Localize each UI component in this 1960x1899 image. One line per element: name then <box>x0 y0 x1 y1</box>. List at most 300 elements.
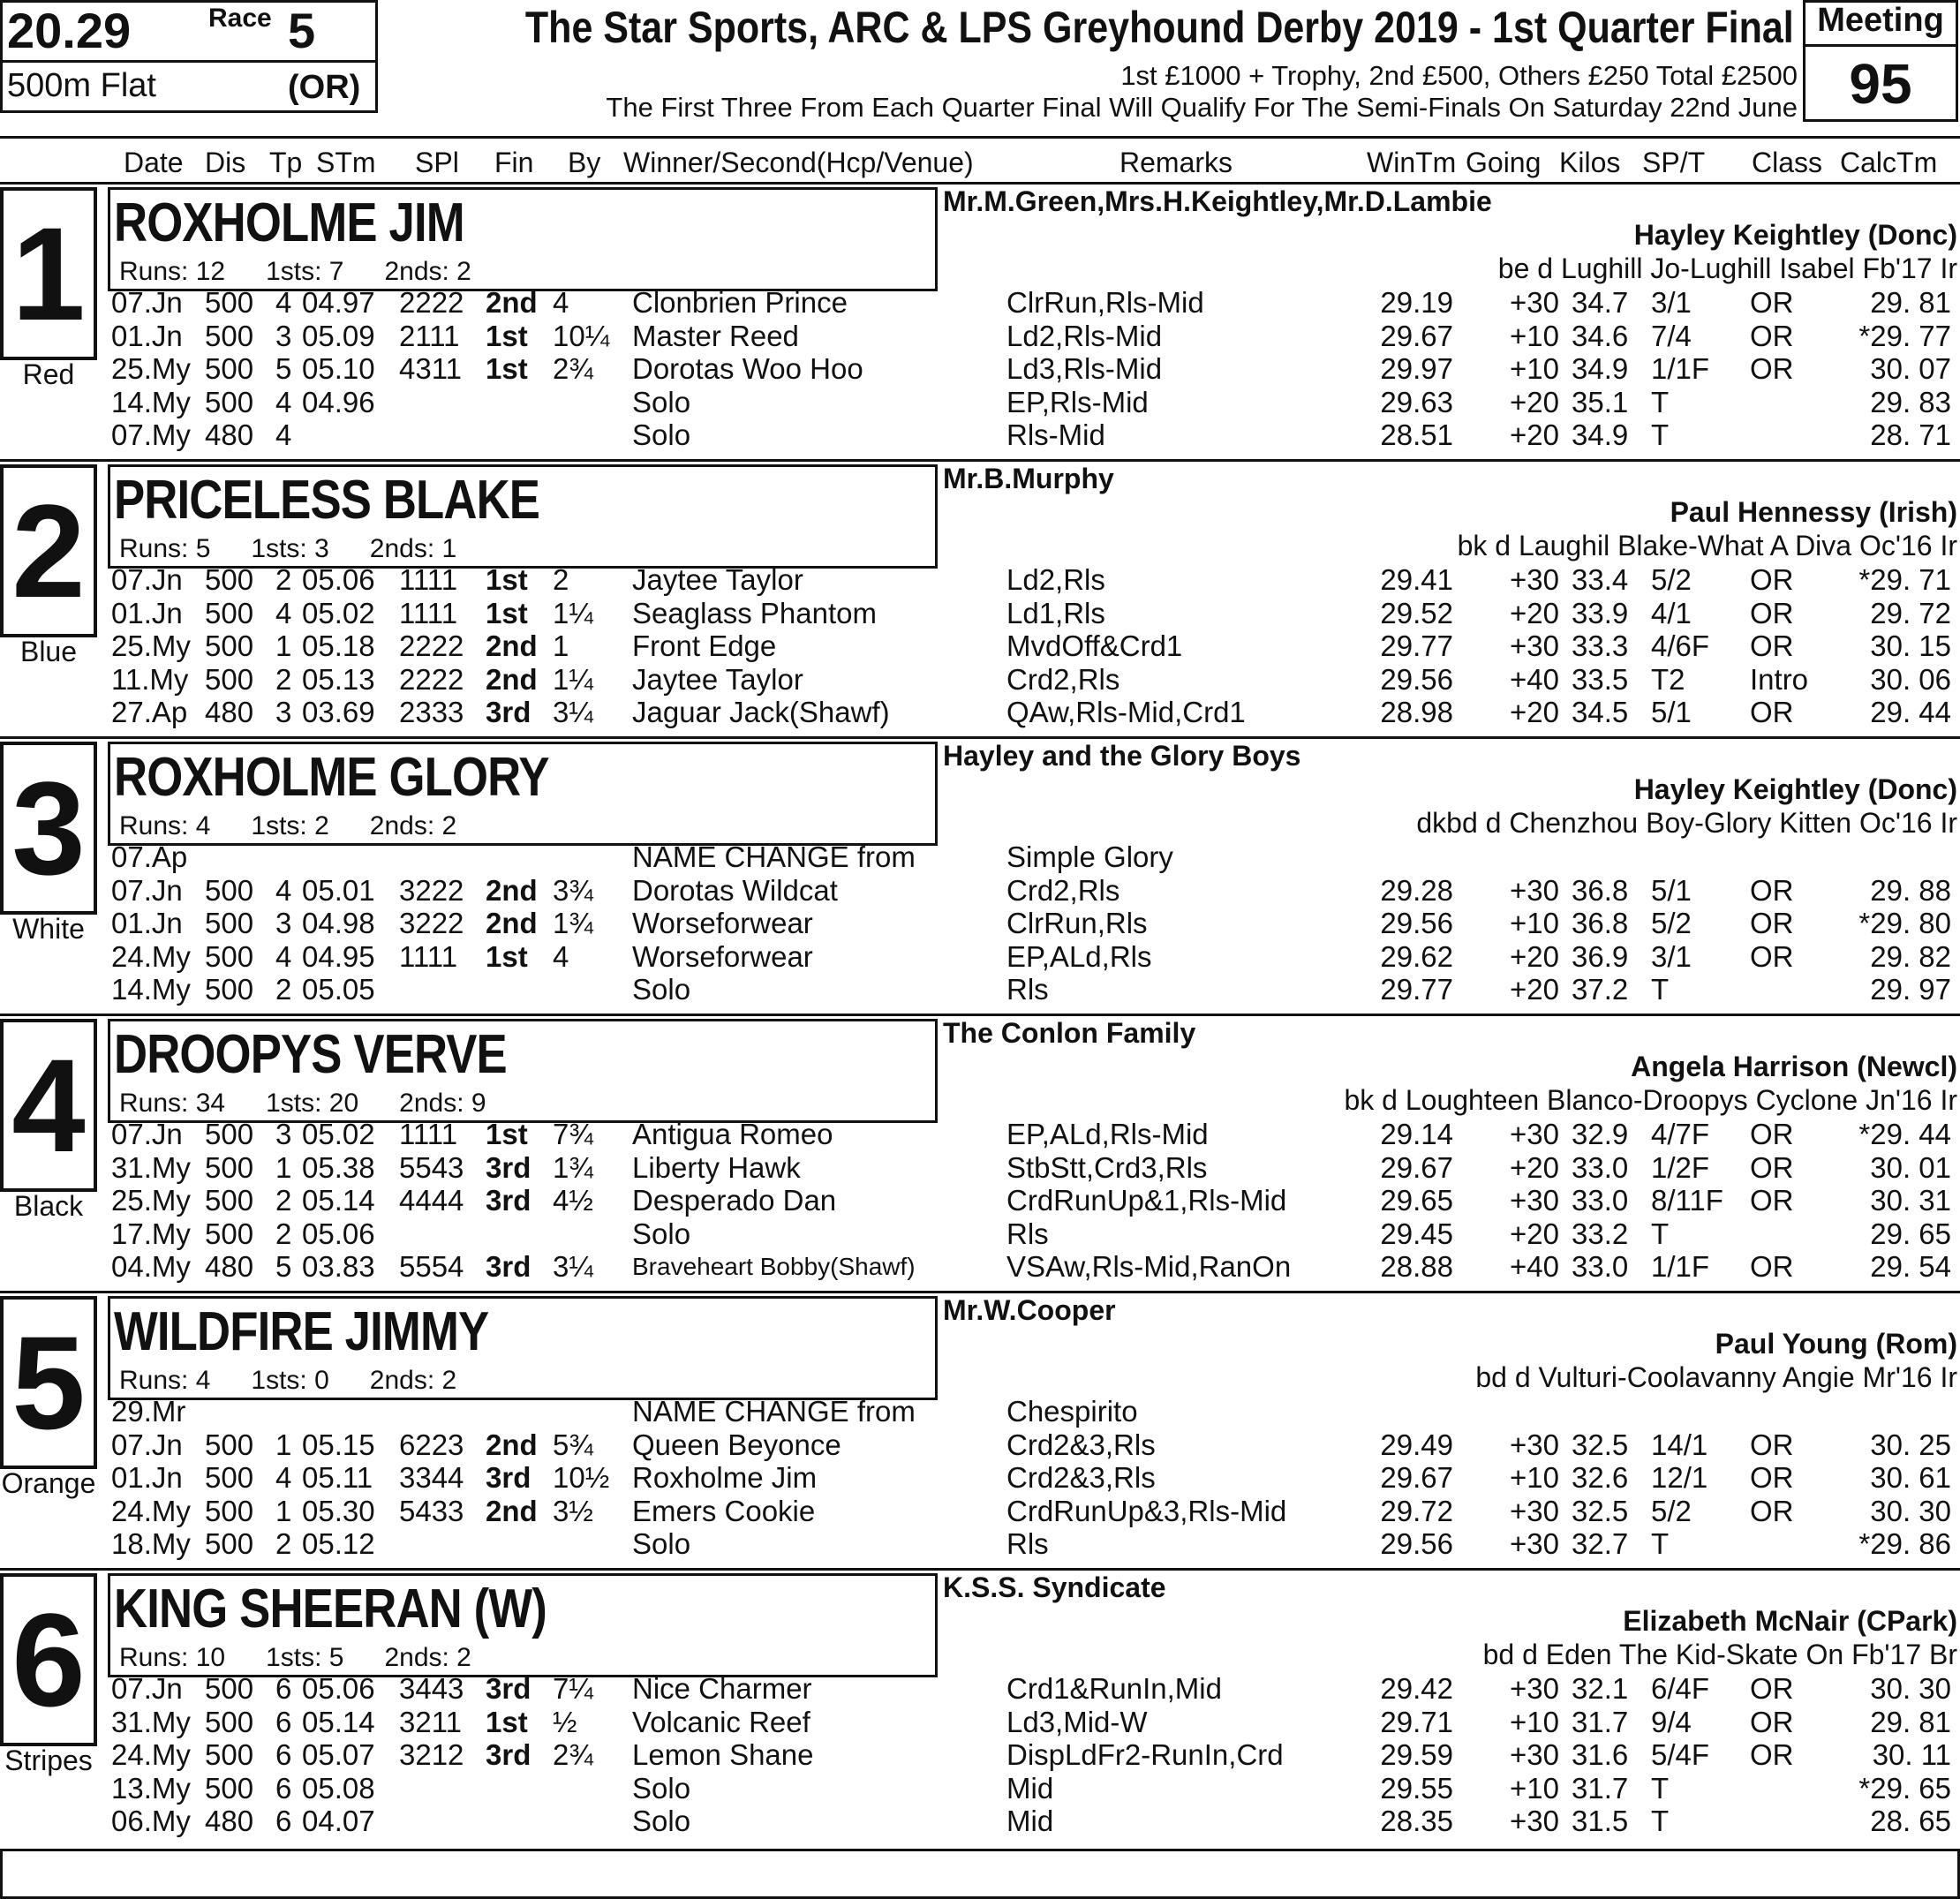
form-cell: 29.52 <box>1380 596 1453 629</box>
form-cell: OR <box>1750 1738 1794 1772</box>
form-cell: 18.My <box>111 1527 191 1561</box>
form-row <box>0 1428 1960 1462</box>
form-cell: +30 <box>1510 1738 1559 1772</box>
form-cell: 2 <box>275 973 292 1006</box>
dog-name-box <box>108 1296 938 1400</box>
meeting-label: Meeting <box>1817 2 1944 39</box>
race-title: The Star Sports, ARC & LPS Greyhound Derby 2019 - 1st Quarter Final <box>525 3 1794 52</box>
form-cell: 3rd <box>486 1672 531 1705</box>
form-cell: 32.6 <box>1572 1461 1629 1495</box>
form-cell: CrdRunUp&3,Rls-Mid <box>1006 1494 1287 1527</box>
form-cell: 29.65 <box>1380 1184 1453 1217</box>
form-cell: 4 <box>553 286 569 319</box>
runner-separator <box>0 182 1960 185</box>
form-cell: *29. 86 <box>1858 1527 1951 1561</box>
form-cell: 1st <box>486 563 528 596</box>
form-cell: 1/1F <box>1651 1250 1710 1284</box>
form-cell: 04.My <box>111 1250 191 1284</box>
form-cell: OR <box>1750 696 1794 729</box>
form-cell: 6 <box>275 1705 292 1738</box>
form-cell: OR <box>1750 1118 1794 1150</box>
form-cell: Ld2,Rls-Mid <box>1006 319 1163 352</box>
record-runs: Runs: 12 <box>119 257 226 286</box>
trainer: Paul Young (Rom) <box>1715 1328 1957 1360</box>
form-cell: 29.77 <box>1380 629 1453 663</box>
form-row <box>0 840 1960 874</box>
form-cell: 3 <box>275 1118 292 1150</box>
dog-name-box <box>108 742 938 846</box>
dog-name-box <box>108 464 938 569</box>
form-cell: 3344 <box>399 1461 464 1495</box>
form-cell: Seaglass Phantom <box>632 596 878 629</box>
form-cell: 17.My <box>111 1217 191 1250</box>
form-cell: 2nd <box>486 1428 538 1461</box>
form-cell: +30 <box>1510 563 1559 596</box>
form-cell: OR <box>1750 1150 1794 1184</box>
form-cell: +20 <box>1510 418 1559 452</box>
form-cell: 14.My <box>111 973 191 1006</box>
form-cell: 1¼ <box>553 662 593 696</box>
form-row <box>0 663 1960 697</box>
form-cell: 31.7 <box>1572 1705 1629 1738</box>
form-cell: 29.49 <box>1380 1428 1453 1461</box>
form-cell: 33.9 <box>1572 596 1629 629</box>
form-cell: +30 <box>1510 1672 1559 1705</box>
form-cell: ClrRun,Rls-Mid <box>1006 286 1204 319</box>
form-cell: 32.7 <box>1572 1527 1629 1561</box>
form-cell: 5/2 <box>1651 907 1692 940</box>
form-cell: 32.1 <box>1572 1672 1629 1705</box>
form-cell: Master Reed <box>632 319 799 352</box>
form-cell: OR <box>1750 596 1794 629</box>
form-cell: Mid <box>1006 1771 1054 1805</box>
form-cell: Desperado Dan <box>632 1184 837 1217</box>
form-cell: 500 <box>205 939 254 973</box>
form-cell: 1st <box>486 1705 528 1738</box>
trainer: Paul Hennessy (Irish) <box>1670 496 1957 528</box>
form-cell: 1 <box>275 1150 292 1184</box>
form-cell: 06.My <box>111 1805 191 1838</box>
form-cell: *29. 71 <box>1858 563 1951 596</box>
form-cell: NAME CHANGE from <box>632 840 916 873</box>
form-cell: 31.6 <box>1572 1738 1629 1772</box>
form-cell: Jaytee Taylor <box>632 563 803 596</box>
form-cell: 07.Jn <box>111 1672 183 1705</box>
form-cell: 2 <box>275 1184 292 1217</box>
form-cell: Chespirito <box>1006 1395 1138 1428</box>
trap-colour: Blue <box>19 636 78 667</box>
form-cell: Queen Beyonce <box>632 1428 841 1461</box>
form-cell: 34.5 <box>1572 696 1629 729</box>
dog-name-box <box>108 1019 938 1123</box>
runner-separator <box>0 1568 1960 1571</box>
form-cell: 33.0 <box>1572 1150 1629 1184</box>
form-cell: 05.14 <box>302 1184 375 1217</box>
trap-number: 6 <box>0 1573 97 1746</box>
form-cell: 34.6 <box>1572 319 1629 352</box>
form-cell: 500 <box>205 1150 254 1184</box>
form-cell: Jaguar Jack(Shawf) <box>632 696 890 729</box>
form-cell: 5 <box>275 352 292 386</box>
form-cell: 500 <box>205 1738 254 1772</box>
form-cell: 29.67 <box>1380 1461 1453 1495</box>
form-cell: 500 <box>205 1527 254 1561</box>
form-cell: 3443 <box>399 1672 464 1705</box>
form-cell: 31.7 <box>1572 1771 1629 1805</box>
form-cell: 29. 83 <box>1870 385 1951 418</box>
form-cell: 29.59 <box>1380 1738 1453 1772</box>
trap-number: 5 <box>0 1296 97 1469</box>
form-cell: 30. 61 <box>1870 1461 1951 1495</box>
form-cell: Intro <box>1750 662 1809 696</box>
form-row <box>0 1805 1960 1838</box>
form-cell: 1111 <box>399 596 458 629</box>
form-cell: 1 <box>275 1428 292 1461</box>
form-cell: OR <box>1750 352 1794 386</box>
form-cell: *29. 77 <box>1858 319 1951 352</box>
meeting-divider <box>1803 44 1958 47</box>
form-cell: +10 <box>1510 352 1559 386</box>
col-kilos: Kilos <box>1559 147 1621 178</box>
form-row <box>0 286 1960 320</box>
form-cell: 32.5 <box>1572 1428 1629 1461</box>
form-cell: DispLdFr2-RunIn,Crd <box>1006 1738 1284 1772</box>
form-row <box>0 940 1960 974</box>
form-cell: T <box>1651 418 1670 452</box>
form-cell: 5/1 <box>1651 696 1692 729</box>
form-cell: 29.14 <box>1380 1118 1453 1150</box>
form-cell: 2333 <box>399 696 464 729</box>
owner: Hayley and the Glory Boys <box>943 740 1301 772</box>
form-cell: T <box>1651 1805 1670 1838</box>
trap-colour: Stripes <box>4 1745 93 1776</box>
form-cell: T2 <box>1651 662 1685 696</box>
form-cell: 7/4 <box>1651 319 1692 352</box>
form-cell: 07.Ap <box>111 840 188 873</box>
form-cell: 05.10 <box>302 352 375 386</box>
runner-separator <box>0 1291 1960 1293</box>
col-winner: Winner/Second(Hcp/Venue) <box>623 147 974 178</box>
trap-number: 4 <box>0 1019 97 1192</box>
form-cell: Antigua Romeo <box>632 1118 833 1150</box>
form-cell: EP,ALd,Rls <box>1006 939 1152 973</box>
form-cell: 03.83 <box>302 1250 375 1284</box>
form-cell: 4 <box>275 385 292 418</box>
trainer: Hayley Keightley (Donc) <box>1633 773 1957 805</box>
form-cell: 480 <box>205 696 254 729</box>
form-cell: StbStt,Crd3,Rls <box>1006 1150 1208 1184</box>
form-cell: 4/6F <box>1651 629 1710 663</box>
form-cell: 3211 <box>399 1705 462 1738</box>
trap-colour: Orange <box>1 1467 96 1499</box>
form-cell: 2 <box>275 1217 292 1250</box>
form-cell: 3rd <box>486 1150 531 1184</box>
form-cell: 29.19 <box>1380 286 1453 319</box>
form-cell: +30 <box>1510 873 1559 907</box>
form-cell: T <box>1651 973 1670 1006</box>
form-cell: 5/2 <box>1651 1494 1692 1527</box>
form-cell: 34.7 <box>1572 286 1629 319</box>
dog-name: ROXHOLME JIM <box>114 192 464 253</box>
form-cell: 4444 <box>399 1184 464 1217</box>
form-cell: 480 <box>205 418 254 452</box>
col-fin: Fin <box>494 147 534 178</box>
form-cell: 9/4 <box>1651 1705 1692 1738</box>
form-cell: 500 <box>205 1461 254 1495</box>
form-cell: 1/2F <box>1651 1150 1710 1184</box>
form-cell: 05.14 <box>302 1705 375 1738</box>
record-firsts: 1sts: 3 <box>251 534 329 563</box>
form-cell: 28. 65 <box>1870 1805 1951 1838</box>
form-cell: 2111 <box>399 319 460 352</box>
form-cell: 5 <box>275 1250 292 1284</box>
record-seconds: 2nds: 2 <box>384 1643 471 1672</box>
form-cell: 07.Jn <box>111 563 183 596</box>
form-cell: 34.9 <box>1572 418 1629 452</box>
form-cell: 29.77 <box>1380 973 1453 1006</box>
runner-separator <box>0 736 1960 739</box>
form-cell: 1 <box>275 1494 292 1527</box>
form-cell: 30. 31 <box>1870 1184 1951 1217</box>
race-number: 5 <box>288 3 316 58</box>
form-cell: 4311 <box>399 352 462 386</box>
form-cell: 29.56 <box>1380 662 1453 696</box>
form-cell: Rls <box>1006 1527 1049 1561</box>
record-seconds: 2nds: 2 <box>369 811 457 840</box>
record-firsts: 1sts: 2 <box>251 811 329 840</box>
form-row <box>0 386 1960 419</box>
trap-number: 3 <box>0 742 97 915</box>
form-cell: 500 <box>205 1494 254 1527</box>
form-row <box>0 696 1960 729</box>
dog-record <box>119 1366 456 1396</box>
form-cell: 1st <box>486 352 528 386</box>
form-cell: 28.88 <box>1380 1250 1453 1284</box>
dog-record <box>119 1643 471 1673</box>
race-label: Race <box>208 4 272 33</box>
form-cell: 1111 <box>399 939 458 973</box>
form-cell: 05.07 <box>302 1738 375 1772</box>
form-cell: 3 <box>275 907 292 940</box>
form-cell: Emers Cookie <box>632 1494 816 1527</box>
form-cell: 01.Jn <box>111 1461 183 1495</box>
race-note: The First Three From Each Quarter Final Will Qualify For The Semi-Finals On Saturday 22nd June <box>606 92 1798 123</box>
form-cell: 28.98 <box>1380 696 1453 729</box>
form-cell: 500 <box>205 286 254 319</box>
form-cell: OR <box>1750 1494 1794 1527</box>
form-cell: +10 <box>1510 907 1559 940</box>
form-cell: 1¾ <box>553 1150 593 1184</box>
trap-colour: White <box>12 913 85 945</box>
form-row <box>0 907 1960 940</box>
form-cell: 25.My <box>111 629 191 663</box>
form-cell: 28.51 <box>1380 418 1453 452</box>
runner-block <box>0 463 1960 740</box>
form-row <box>0 1250 1960 1284</box>
form-cell: 01.Jn <box>111 907 183 940</box>
form-cell: Rls <box>1006 973 1049 1006</box>
form-cell: *29. 65 <box>1858 1771 1951 1805</box>
form-cell: 29. 81 <box>1870 286 1951 319</box>
form-cell: +40 <box>1510 662 1559 696</box>
form-cell: 5543 <box>399 1150 464 1184</box>
form-cell: 6 <box>275 1672 292 1705</box>
form-cell: 2nd <box>486 1494 538 1527</box>
form-cell: +30 <box>1510 286 1559 319</box>
form-row <box>0 1118 1960 1151</box>
form-cell: Front Edge <box>632 629 777 663</box>
form-row <box>0 1217 1960 1251</box>
form-cell: 34.9 <box>1572 352 1629 386</box>
form-cell: 500 <box>205 385 254 418</box>
form-cell: Volcanic Reef <box>632 1705 810 1738</box>
form-cell: 1111 <box>399 563 458 596</box>
form-cell: 30. 30 <box>1870 1672 1951 1705</box>
form-cell: 05.30 <box>302 1494 375 1527</box>
form-cell: +40 <box>1510 1250 1559 1284</box>
form-cell: +20 <box>1510 385 1559 418</box>
form-cell: 29.28 <box>1380 873 1453 907</box>
form-cell: 4 <box>275 1461 292 1495</box>
runner-block <box>0 185 1960 463</box>
form-cell: Crd2&3,Rls <box>1006 1428 1156 1461</box>
dog-name: DROOPYS VERVE <box>114 1024 507 1085</box>
form-cell: T <box>1651 1527 1670 1561</box>
form-cell: 3½ <box>553 1494 593 1527</box>
trap-colour: Black <box>13 1190 84 1222</box>
form-cell: 05.13 <box>302 662 375 696</box>
form-cell: 07.Jn <box>111 286 183 319</box>
form-cell: EP,Rls-Mid <box>1006 385 1149 418</box>
record-runs: Runs: 5 <box>119 534 211 563</box>
form-cell: +30 <box>1510 1428 1559 1461</box>
form-cell: EP,ALd,Rls-Mid <box>1006 1118 1209 1150</box>
owner: Mr.B.Murphy <box>943 463 1114 494</box>
form-cell: 29. 81 <box>1870 1705 1951 1738</box>
form-cell: 29.41 <box>1380 563 1453 596</box>
form-cell: 36.8 <box>1572 873 1629 907</box>
form-cell: 29.97 <box>1380 352 1453 386</box>
form-cell: 500 <box>205 1672 254 1705</box>
dog-name-box <box>108 1573 938 1677</box>
form-cell: 33.3 <box>1572 629 1629 663</box>
form-cell: 500 <box>205 629 254 663</box>
form-cell: +30 <box>1510 1118 1559 1150</box>
form-cell: 35.1 <box>1572 385 1629 418</box>
form-cell: 2 <box>275 563 292 596</box>
form-cell: 04.98 <box>302 907 375 940</box>
form-cell: 31.My <box>111 1705 191 1738</box>
runner-separator <box>0 459 1960 462</box>
form-cell: 05.11 <box>302 1461 373 1495</box>
form-cell: 1st <box>486 939 528 973</box>
form-cell: 25.My <box>111 352 191 386</box>
form-cell: +20 <box>1510 696 1559 729</box>
form-cell: 05.15 <box>302 1428 375 1461</box>
form-cell: 2nd <box>486 907 538 940</box>
form-cell: T <box>1651 1217 1670 1250</box>
form-cell: 05.06 <box>302 1217 375 1250</box>
meeting-number: 95 <box>1849 52 1912 116</box>
form-cell: 3rd <box>486 1250 531 1284</box>
dog-name: ROXHOLME GLORY <box>114 747 549 808</box>
owner: Mr.M.Green,Mrs.H.Keightley,Mr.D.Lambie <box>943 185 1492 217</box>
form-cell: 3 <box>275 319 292 352</box>
form-cell: 1st <box>486 1118 528 1150</box>
form-cell: 4 <box>275 418 292 452</box>
form-cell: 1111 <box>399 1118 458 1150</box>
breeding: dkbd d Chenzhou Boy-Glory Kitten Oc'16 Ir <box>1416 807 1957 839</box>
breeding: bd d Vulturi-Coolavanny Angie Mr'16 Ir <box>1475 1361 1957 1393</box>
form-cell: OR <box>1750 563 1794 596</box>
form-cell: Rls-Mid <box>1006 418 1105 452</box>
form-cell: 3¼ <box>553 1250 593 1284</box>
form-cell: OR <box>1750 629 1794 663</box>
form-cell: 05.06 <box>302 1672 375 1705</box>
form-cell: Clonbrien Prince <box>632 286 848 319</box>
form-cell: 500 <box>205 596 254 629</box>
form-cell: Worseforwear <box>632 907 813 940</box>
form-row <box>0 1527 1960 1561</box>
form-row <box>0 973 1960 1006</box>
form-cell: 500 <box>205 873 254 907</box>
form-cell: 4 <box>275 286 292 319</box>
record-seconds: 2nds: 2 <box>384 257 471 286</box>
form-cell: OR <box>1750 873 1794 907</box>
form-cell: 33.0 <box>1572 1250 1629 1284</box>
form-cell: 4/1 <box>1651 596 1692 629</box>
record-runs: Runs: 4 <box>119 811 211 840</box>
form-cell: OR <box>1750 907 1794 940</box>
record-runs: Runs: 34 <box>119 1089 226 1118</box>
form-cell: Jaytee Taylor <box>632 662 803 696</box>
form-cell: 3222 <box>399 873 464 907</box>
form-cell: 04.97 <box>302 286 375 319</box>
form-cell: QAw,Rls-Mid,Crd1 <box>1006 696 1246 729</box>
form-cell: OR <box>1750 286 1794 319</box>
form-cell: 30. 06 <box>1870 662 1951 696</box>
form-cell: 5/4F <box>1651 1738 1710 1772</box>
dog-record <box>119 1089 486 1119</box>
form-cell: 30. 25 <box>1870 1428 1951 1461</box>
form-cell: 29. 44 <box>1870 696 1951 729</box>
form-cell: 1st <box>486 596 528 629</box>
form-cell: 500 <box>205 907 254 940</box>
form-cell: 30. 01 <box>1870 1150 1951 1184</box>
form-cell: 3rd <box>486 1738 531 1772</box>
col-dis: Dis <box>205 147 246 178</box>
form-cell: 28.35 <box>1380 1805 1453 1838</box>
form-row <box>0 563 1960 597</box>
form-cell: +30 <box>1510 1805 1559 1838</box>
form-cell: 500 <box>205 1118 254 1150</box>
form-cell: 2 <box>275 662 292 696</box>
form-cell: *29. 80 <box>1858 907 1951 940</box>
form-cell: 33.4 <box>1572 563 1629 596</box>
form-cell: +30 <box>1510 1494 1559 1527</box>
form-cell: +30 <box>1510 629 1559 663</box>
runner-separator <box>0 1014 1960 1016</box>
form-cell: 05.12 <box>302 1527 375 1561</box>
form-cell: 3rd <box>486 1184 531 1217</box>
form-row <box>0 1672 1960 1706</box>
form-cell: 05.06 <box>302 563 375 596</box>
form-cell: 4/7F <box>1651 1118 1710 1150</box>
form-cell: T <box>1651 385 1670 418</box>
form-cell: Liberty Hawk <box>632 1150 801 1184</box>
form-cell: 5/2 <box>1651 563 1692 596</box>
form-cell: 3212 <box>399 1738 464 1772</box>
